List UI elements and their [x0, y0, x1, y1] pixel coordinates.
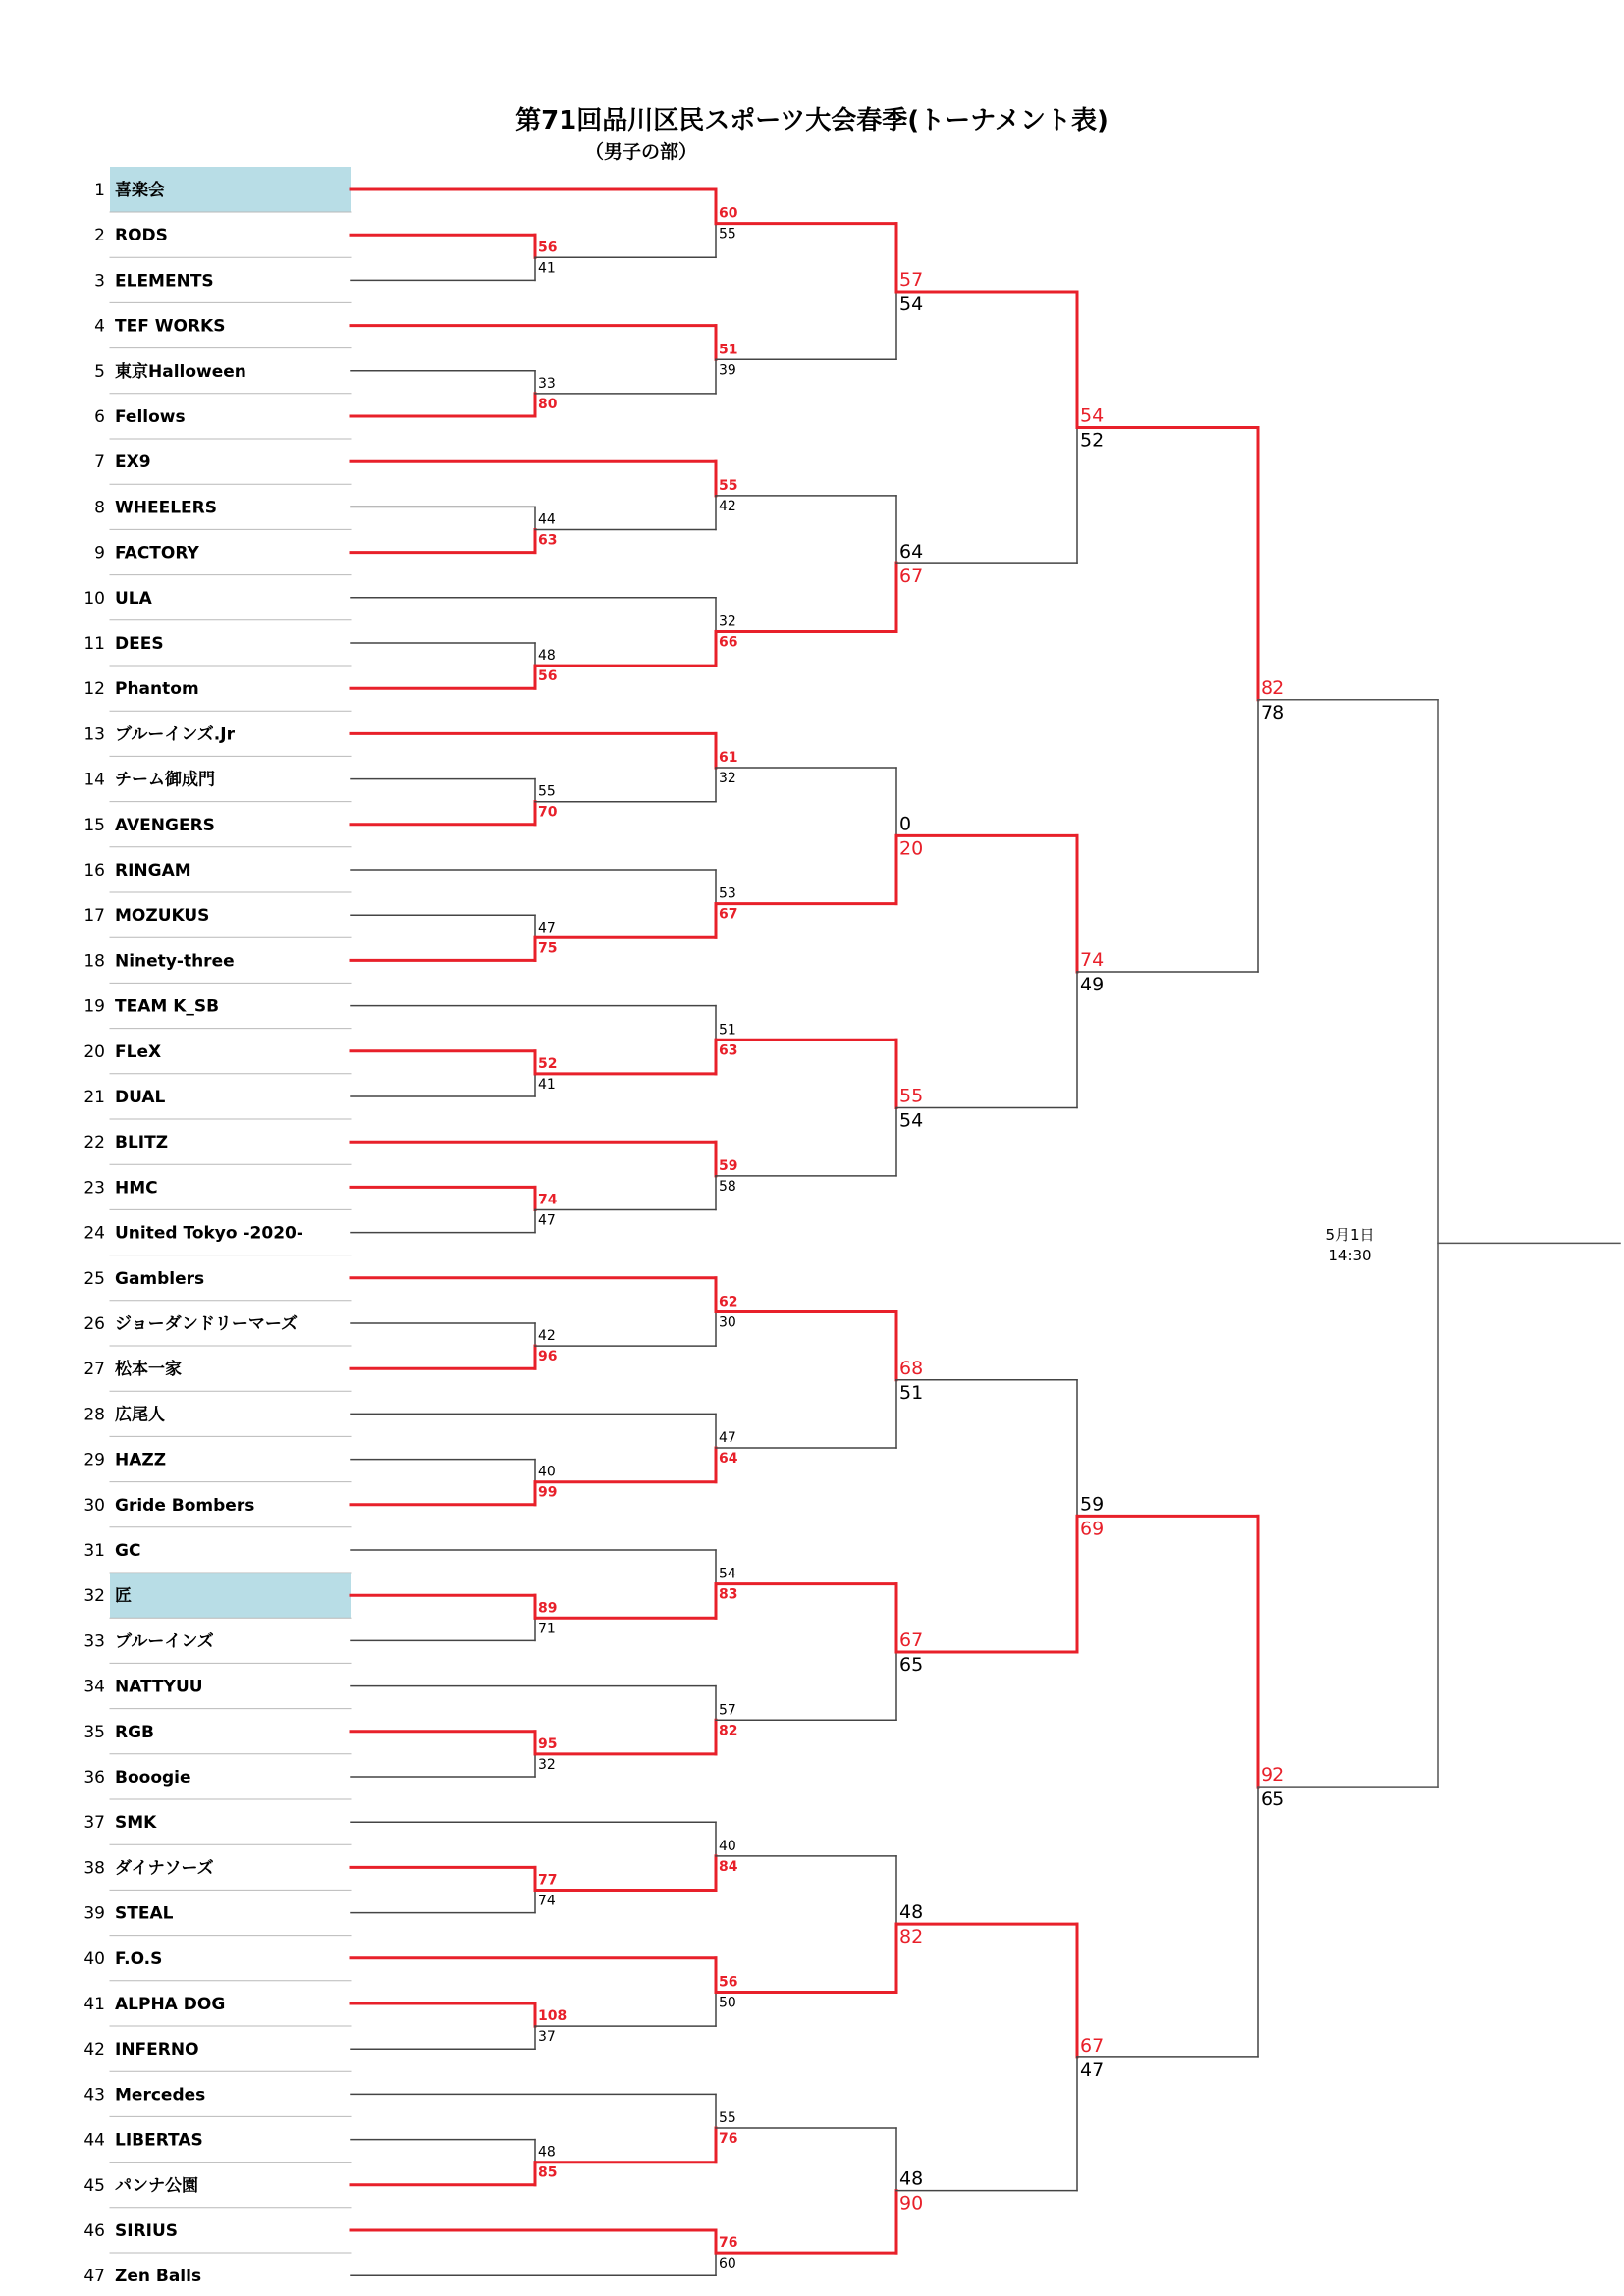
- team-name: EX9: [115, 453, 151, 473]
- team-name: DEES: [115, 634, 164, 654]
- score-top: 55: [538, 783, 556, 800]
- team-name: TEAM K_SB: [115, 996, 220, 1017]
- team-number: 22: [83, 1133, 105, 1153]
- team-number: 24: [83, 1223, 105, 1244]
- score-bottom: 69: [1080, 1518, 1105, 1540]
- score-bottom: 99: [538, 1484, 558, 1501]
- team-name: RODS: [115, 226, 168, 246]
- page-title: 第71回品川区民スポーツ大会春季(トーナメント表): [515, 106, 1109, 135]
- score-top: 92: [1261, 1764, 1285, 1787]
- team-name: 松本一家: [115, 1360, 182, 1380]
- team-number: 3: [94, 271, 105, 292]
- team-number: 25: [83, 1268, 105, 1289]
- team-name: 喜楽会: [115, 181, 165, 200]
- team-number: 2: [94, 226, 105, 246]
- score-top: 76: [719, 2235, 738, 2252]
- team-number: 18: [83, 951, 105, 972]
- score-top: 89: [538, 1600, 558, 1617]
- score-top: 51: [719, 342, 738, 358]
- score-top: 108: [538, 2008, 568, 2025]
- team-number: 6: [94, 407, 105, 427]
- team-number: 10: [83, 588, 105, 609]
- score-top: 95: [538, 1735, 558, 1752]
- team-name: チーム御成門: [115, 770, 215, 790]
- score-top: 59: [1080, 1493, 1105, 1516]
- team-name: INFERNO: [115, 2040, 199, 2060]
- score-top: 53: [719, 885, 736, 902]
- team-number: 33: [83, 1631, 105, 1652]
- score-bottom: 74: [538, 1893, 556, 1909]
- team-number: 1: [94, 181, 105, 200]
- score-top: 57: [899, 268, 924, 291]
- team-number: 4: [94, 316, 105, 337]
- team-name: 東京Halloween: [115, 361, 246, 382]
- score-top: 82: [1261, 676, 1285, 699]
- team-number: 37: [83, 1813, 105, 1834]
- team-number: 5: [94, 361, 105, 382]
- team-name: ALPHA DOG: [115, 1995, 226, 2014]
- score-top: 42: [538, 1328, 556, 1345]
- score-bottom: 32: [719, 771, 736, 787]
- team-number: 29: [83, 1450, 105, 1470]
- score-bottom: 76: [719, 2131, 738, 2148]
- score-bottom: 82: [899, 1926, 924, 1949]
- team-number: 42: [83, 2040, 105, 2060]
- score-bottom: 30: [719, 1314, 736, 1331]
- score-bottom: 90: [899, 2192, 924, 2215]
- team-number: 17: [83, 906, 105, 927]
- score-bottom: 49: [1080, 973, 1105, 995]
- team-number: 35: [83, 1722, 105, 1742]
- team-name: RINGAM: [115, 861, 191, 881]
- score-top: 33: [538, 375, 556, 392]
- score-bottom: 39: [719, 362, 736, 379]
- score-top: 48: [899, 2167, 924, 2190]
- final-time: 14:30: [1328, 1247, 1372, 1264]
- team-name: Zen Balls: [115, 2267, 202, 2287]
- team-name: GC: [115, 1541, 141, 1561]
- team-name: TEF WORKS: [115, 316, 226, 337]
- team-number: 38: [83, 1858, 105, 1879]
- team-name: AVENGERS: [115, 815, 215, 835]
- team-number: 15: [83, 815, 105, 835]
- score-bottom: 83: [719, 1586, 738, 1603]
- team-name: DUAL: [115, 1088, 166, 1107]
- score-bottom: 52: [1080, 429, 1105, 452]
- team-name: SIRIUS: [115, 2221, 179, 2241]
- score-top: 48: [538, 2144, 556, 2161]
- score-bottom: 41: [538, 260, 556, 277]
- team-number: 26: [83, 1314, 105, 1334]
- score-bottom: 66: [719, 634, 738, 651]
- score-top: 77: [538, 1872, 558, 1889]
- team-number: 14: [83, 770, 105, 790]
- score-bottom: 50: [719, 1995, 736, 2011]
- team-number: 19: [83, 996, 105, 1017]
- team-name: FACTORY: [115, 543, 199, 563]
- team-name: Fellows: [115, 407, 186, 427]
- score-bottom: 63: [538, 532, 558, 549]
- team-name: HAZZ: [115, 1450, 167, 1470]
- score-bottom: 60: [719, 2256, 736, 2272]
- team-number: 9: [94, 543, 105, 563]
- score-bottom: 65: [1261, 1789, 1285, 1811]
- score-top: 67: [899, 1629, 924, 1651]
- team-number: 44: [83, 2130, 105, 2151]
- team-number: 7: [94, 453, 105, 473]
- score-bottom: 51: [899, 1381, 924, 1404]
- team-name: ダイナソーズ: [115, 1858, 214, 1879]
- team-number: 32: [83, 1586, 105, 1607]
- score-top: 60: [719, 205, 738, 222]
- score-top: 68: [899, 1357, 924, 1379]
- score-top: 40: [538, 1464, 556, 1480]
- score-top: 57: [719, 1702, 736, 1719]
- score-bottom: 42: [719, 498, 736, 514]
- score-bottom: 70: [538, 804, 558, 821]
- score-bottom: 32: [538, 1756, 556, 1773]
- team-name: Phantom: [115, 679, 199, 700]
- team-number: 41: [83, 1995, 105, 2014]
- score-bottom: 47: [538, 1212, 556, 1229]
- score-top: 55: [719, 2110, 736, 2127]
- score-top: 51: [719, 1022, 736, 1039]
- team-number: 31: [83, 1541, 105, 1561]
- seed-highlight: [110, 1573, 351, 1618]
- score-top: 48: [538, 648, 556, 665]
- team-number: 47: [83, 2267, 105, 2287]
- score-bottom: 58: [719, 1178, 736, 1195]
- score-bottom: 63: [719, 1042, 738, 1059]
- score-bottom: 84: [719, 1858, 738, 1875]
- team-name: WHEELERS: [115, 498, 217, 518]
- team-name: 匠: [115, 1586, 132, 1607]
- team-number: 39: [83, 1903, 105, 1924]
- team-number: 46: [83, 2221, 105, 2241]
- score-bottom: 20: [899, 837, 924, 860]
- page-subtitle: （男子の部）: [585, 141, 698, 163]
- team-number: 16: [83, 861, 105, 881]
- score-bottom: 41: [538, 1076, 556, 1093]
- team-number: 27: [83, 1360, 105, 1380]
- final-schedule: [1306, 1225, 1394, 1266]
- score-bottom: 65: [899, 1653, 924, 1676]
- team-name: パンナ公園: [115, 2175, 198, 2196]
- score-bottom: 71: [538, 1621, 556, 1637]
- team-number: 34: [83, 1677, 105, 1697]
- score-bottom: 64: [719, 1451, 738, 1468]
- score-top: 48: [899, 1901, 924, 1924]
- team-name: LIBERTAS: [115, 2130, 203, 2151]
- score-top: 62: [719, 1294, 738, 1310]
- score-top: 44: [538, 511, 556, 528]
- score-top: 74: [538, 1192, 558, 1208]
- score-top: 0: [899, 813, 912, 835]
- final-date: 5月1日: [1326, 1226, 1375, 1244]
- score-top: 74: [1080, 948, 1105, 971]
- score-bottom: 54: [899, 293, 924, 315]
- team-name: SMK: [115, 1813, 157, 1834]
- score-bottom: 96: [538, 1349, 558, 1365]
- team-name: F.O.S: [115, 1949, 163, 1969]
- score-bottom: 80: [538, 396, 558, 412]
- score-top: 59: [719, 1157, 738, 1174]
- team-name: Gride Bombers: [115, 1495, 255, 1516]
- team-number: 36: [83, 1768, 105, 1788]
- team-number: 43: [83, 2085, 105, 2106]
- team-number: 20: [83, 1041, 105, 1062]
- team-number: 13: [83, 724, 105, 745]
- score-bottom: 54: [899, 1109, 924, 1132]
- team-name: ブルーインズ.Jr: [115, 724, 235, 745]
- team-name: NATTYUU: [115, 1677, 203, 1697]
- score-top: 64: [899, 541, 924, 563]
- score-bottom: 67: [719, 906, 738, 923]
- score-bottom: 37: [538, 2029, 556, 2046]
- team-number: 30: [83, 1495, 105, 1516]
- score-bottom: 47: [1080, 2058, 1105, 2081]
- team-name: Ninety-three: [115, 951, 235, 972]
- team-number: 21: [83, 1088, 105, 1107]
- team-name: ELEMENTS: [115, 271, 214, 292]
- score-top: 56: [719, 1974, 738, 1991]
- score-bottom: 78: [1261, 701, 1285, 723]
- team-name: FLeX: [115, 1041, 162, 1062]
- team-name: ULA: [115, 588, 152, 609]
- score-top: 56: [538, 240, 558, 256]
- score-top: 67: [1080, 2034, 1105, 2056]
- team-name: 広尾人: [115, 1405, 165, 1425]
- score-top: 47: [719, 1430, 736, 1447]
- team-name: Mercedes: [115, 2085, 206, 2106]
- team-name: RGB: [115, 1722, 155, 1742]
- team-number: 28: [83, 1405, 105, 1425]
- team-name: ジョーダンドリーマーズ: [115, 1314, 298, 1334]
- team-name: BLITZ: [115, 1133, 169, 1153]
- score-bottom: 82: [719, 1723, 738, 1739]
- score-top: 54: [719, 1566, 736, 1582]
- score-top: 55: [719, 477, 738, 494]
- score-top: 40: [719, 1838, 736, 1854]
- score-bottom: 75: [538, 940, 558, 957]
- team-name: United Tokyo -2020-: [115, 1223, 303, 1244]
- team-number: 40: [83, 1949, 105, 1969]
- team-name: MOZUKUS: [115, 906, 210, 927]
- team-number: 8: [94, 498, 105, 518]
- team-name: HMC: [115, 1178, 158, 1199]
- score-top: 55: [899, 1085, 924, 1107]
- team-number: 23: [83, 1178, 105, 1199]
- score-bottom: 67: [899, 565, 924, 588]
- score-top: 54: [1080, 404, 1105, 427]
- score-top: 32: [719, 614, 736, 630]
- team-name: STEAL: [115, 1903, 174, 1924]
- score-top: 61: [719, 750, 738, 767]
- team-number: 11: [83, 634, 105, 654]
- team-name: ブルーインズ: [115, 1631, 214, 1652]
- team-number: 45: [83, 2175, 105, 2196]
- score-top: 47: [538, 920, 556, 936]
- score-top: 52: [538, 1055, 558, 1072]
- score-bottom: 56: [538, 668, 558, 685]
- team-name: Booogie: [115, 1768, 191, 1788]
- score-bottom: 55: [719, 226, 736, 242]
- team-number: 12: [83, 679, 105, 700]
- team-name: Gamblers: [115, 1268, 205, 1289]
- score-bottom: 85: [538, 2164, 558, 2181]
